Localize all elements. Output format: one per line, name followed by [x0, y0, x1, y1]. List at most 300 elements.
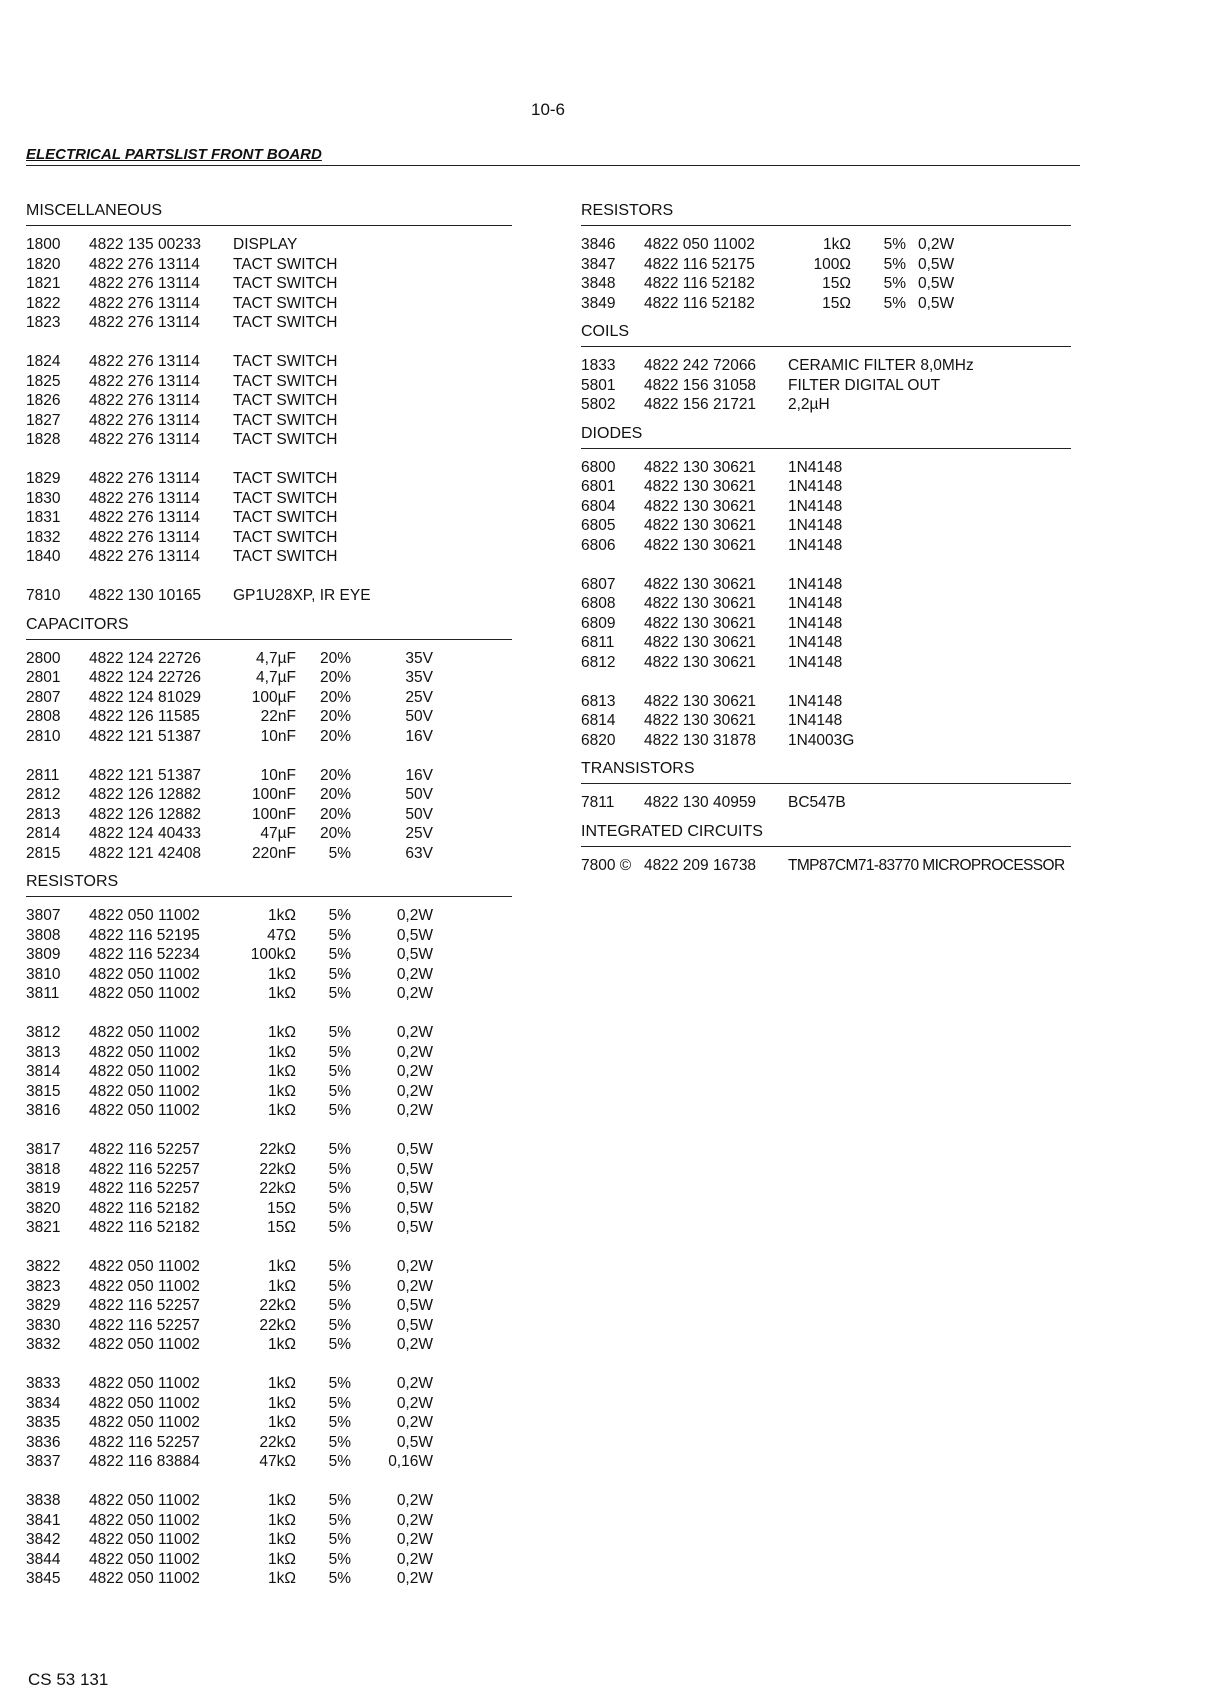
part-rating: 0,2W: [396, 1531, 433, 1548]
position-number: 1826: [26, 392, 61, 409]
position-number: 2810: [26, 727, 61, 745]
table-row: [581, 235, 1071, 255]
part-code: 4822 130 10165: [89, 587, 202, 604]
part-rating: 0,5W: [396, 1141, 433, 1158]
section-heading: TRANSISTORS: [581, 758, 1071, 784]
table-row: [26, 547, 512, 567]
part-code: 4822 050 11002: [89, 1511, 200, 1529]
position-number: 1825: [26, 372, 61, 390]
table-row: [26, 649, 512, 669]
part-value: 100nF: [252, 786, 296, 803]
part-code: 4822 116 52257: [89, 1180, 200, 1197]
position-number: 1800: [26, 236, 61, 253]
part-rating: 35V: [405, 649, 433, 667]
part-rating: 0,2W: [396, 907, 433, 924]
part-code: 4822 124 22726: [89, 649, 202, 667]
part-code: 4822 276 13114: [89, 392, 200, 409]
position-number: 3830: [26, 1316, 61, 1334]
table-row: [26, 469, 512, 489]
part-code: 4822 242 72066: [644, 357, 757, 374]
part-code: 4822 116 52257: [89, 1433, 200, 1451]
part-description: 1N4148: [788, 497, 843, 515]
part-tolerance: 5%: [328, 1160, 351, 1178]
table-row: [26, 824, 512, 844]
part-code: 4822 130 30621: [644, 497, 757, 515]
position-number: 6820: [581, 731, 616, 749]
position-number: 3845: [26, 1570, 61, 1587]
table-row: [581, 793, 1071, 813]
part-tolerance: 5%: [328, 1492, 351, 1509]
position-number: 1823: [26, 314, 61, 331]
position-number: 5801: [581, 376, 616, 394]
table-row: [581, 516, 1071, 536]
position-number: 1832: [26, 528, 61, 546]
position-number: 2807: [26, 688, 61, 706]
part-tolerance: 5%: [328, 1316, 351, 1334]
part-code: 4822 050 11002: [89, 965, 200, 983]
part-code: 4822 124 22726: [89, 669, 202, 686]
part-tolerance: 5%: [328, 1141, 351, 1158]
position-number: 1831: [26, 509, 61, 526]
position-number: 3813: [26, 1043, 61, 1061]
part-description: 1N4148: [788, 536, 843, 554]
part-description: 1N4148: [788, 595, 843, 612]
table-row: [26, 1023, 512, 1043]
part-code: 4822 276 13114: [89, 431, 200, 448]
part-code: 4822 121 42408: [89, 844, 202, 862]
table-row: [26, 1530, 512, 1550]
part-code: 4822 209 16738: [644, 856, 757, 874]
part-description: TMP87CM71-83770 MICROPROCESSOR: [788, 856, 1065, 874]
group-gap: [26, 1355, 512, 1375]
section-spacer: [581, 750, 1071, 758]
parts-section: [581, 758, 1071, 813]
part-code: 4822 116 52234: [89, 946, 200, 963]
position-number: 6806: [581, 536, 616, 554]
table-row: [26, 785, 512, 805]
position-number: 3808: [26, 926, 61, 944]
part-description: 2,2µH: [788, 396, 830, 413]
right-column: [581, 200, 1071, 875]
part-tolerance: 5%: [328, 1063, 351, 1080]
table-row: [581, 536, 1071, 556]
part-value: 1kΩ: [823, 236, 851, 253]
part-code: 4822 135 00233: [89, 236, 202, 253]
part-tolerance: 5%: [328, 1511, 351, 1529]
part-code: 4822 156 31058: [644, 376, 757, 394]
part-code: 4822 130 30621: [644, 458, 757, 476]
table-row: [26, 1491, 512, 1511]
part-value: 22kΩ: [259, 1141, 296, 1158]
part-code: 4822 116 52257: [89, 1141, 200, 1158]
section-heading: COILS: [581, 321, 1071, 347]
part-description: GP1U28XP, IR EYE: [233, 587, 371, 604]
part-value: 22kΩ: [259, 1297, 296, 1314]
part-value: 1kΩ: [268, 985, 296, 1002]
part-description: TACT SWITCH: [233, 528, 338, 546]
part-tolerance: 20%: [319, 766, 351, 784]
part-code: 4822 116 52257: [89, 1160, 200, 1178]
part-code: 4822 276 13114: [89, 548, 200, 565]
part-description: 1N4148: [788, 634, 843, 651]
part-tolerance: 5%: [328, 926, 351, 944]
part-value: 4,7µF: [256, 669, 296, 686]
part-description: CERAMIC FILTER 8,0MHz: [788, 357, 974, 374]
part-code: 4822 116 52175: [644, 255, 755, 273]
part-rating: 16V: [405, 727, 433, 745]
part-code: 4822 126 11585: [89, 708, 200, 725]
position-number: 6800: [581, 458, 616, 476]
part-rating: 25V: [405, 825, 433, 842]
part-description: 1N4148: [788, 478, 843, 495]
part-tolerance: 5%: [328, 1199, 351, 1217]
table-row: [26, 766, 512, 786]
part-tolerance: 20%: [319, 688, 351, 706]
part-rating: 0,5W: [396, 1180, 433, 1197]
table-row: [26, 707, 512, 727]
part-value: 1kΩ: [268, 1063, 296, 1080]
position-number: 3809: [26, 946, 61, 963]
part-code: 4822 050 11002: [89, 1336, 200, 1353]
part-description: TACT SWITCH: [233, 275, 338, 292]
part-value: 4,7µF: [256, 649, 296, 667]
part-value: 15Ω: [267, 1199, 296, 1217]
part-rating: 0,2W: [396, 965, 433, 983]
section-spacer: [581, 415, 1071, 423]
position-number: 3819: [26, 1180, 61, 1197]
table-row: [26, 984, 512, 1004]
table-row: [581, 395, 1071, 415]
part-code: 4822 276 13114: [89, 489, 200, 507]
table-row: [26, 411, 512, 431]
part-rating: 63V: [405, 844, 433, 862]
part-value: 1kΩ: [268, 1102, 296, 1119]
part-code: 4822 050 11002: [89, 907, 200, 924]
part-description: FILTER DIGITAL OUT: [788, 376, 941, 394]
part-rating: 0,5W: [396, 1297, 433, 1314]
position-number: 3810: [26, 965, 61, 983]
part-tolerance: 5%: [328, 1219, 351, 1236]
part-value: 15Ω: [267, 1219, 296, 1236]
position-number: 3821: [26, 1219, 61, 1236]
part-rating: 25V: [405, 688, 433, 706]
part-value: 1kΩ: [268, 1082, 296, 1100]
position-number: 1827: [26, 411, 61, 429]
parts-section: [26, 614, 512, 864]
part-code: 4822 116 52257: [89, 1297, 200, 1314]
table-row: [581, 856, 1071, 876]
table-row: [26, 1569, 512, 1589]
part-tolerance: 20%: [319, 669, 351, 686]
group-gap: [26, 1004, 512, 1024]
group-gap: [26, 746, 512, 766]
part-value: 100kΩ: [250, 946, 296, 963]
parts-section: [581, 423, 1071, 751]
part-tolerance: 5%: [328, 1375, 351, 1392]
part-code: 4822 276 13114: [89, 411, 200, 429]
part-code: 4822 050 11002: [89, 1277, 200, 1295]
position-number: 6805: [581, 517, 616, 534]
part-tolerance: 5%: [883, 255, 906, 273]
part-description: TACT SWITCH: [233, 255, 338, 273]
part-description: 1N4148: [788, 517, 843, 534]
table-row: [581, 274, 1071, 294]
position-number: 3835: [26, 1414, 61, 1431]
part-description: 1N4148: [788, 653, 843, 671]
part-description: 1N4148: [788, 614, 843, 632]
part-value: 22kΩ: [259, 1433, 296, 1451]
table-row: [26, 1511, 512, 1531]
part-description: 1N4003G: [788, 731, 855, 749]
part-description: 1N4148: [788, 712, 843, 729]
part-code: 4822 130 31878: [644, 731, 757, 749]
footer-code: CS 53 131: [28, 1670, 109, 1689]
part-rating: 0,5W: [396, 946, 433, 963]
left-column: [26, 200, 512, 1589]
table-row: [26, 1160, 512, 1180]
part-tolerance: 5%: [883, 236, 906, 253]
part-code: 4822 126 12882: [89, 805, 202, 823]
part-code: 4822 130 30621: [644, 478, 757, 495]
position-number: 2814: [26, 825, 61, 842]
table-row: [26, 1316, 512, 1336]
part-value: 15Ω: [822, 275, 851, 292]
part-description: 1N4148: [788, 575, 843, 593]
part-code: 4822 124 40433: [89, 825, 202, 842]
part-value: 22nF: [260, 708, 296, 725]
table-row: [581, 614, 1071, 634]
position-number: 1824: [26, 353, 61, 370]
part-description: TACT SWITCH: [233, 489, 338, 507]
part-rating: 0,5W: [396, 1433, 433, 1451]
part-tolerance: 20%: [319, 805, 351, 823]
part-code: 4822 130 40959: [644, 794, 757, 811]
part-code: 4822 276 13114: [89, 353, 200, 370]
part-value: 10nF: [260, 766, 296, 784]
position-number: 1829: [26, 470, 61, 487]
table-row: [581, 711, 1071, 731]
section-spacer: [26, 606, 512, 614]
position-number: 2811: [26, 766, 60, 784]
table-row: [26, 274, 512, 294]
part-code: 4822 130 30621: [644, 575, 757, 593]
position-number: 7800 ©: [581, 856, 632, 874]
table-row: [581, 376, 1071, 396]
position-number: 2815: [26, 844, 61, 862]
table-row: [26, 1257, 512, 1277]
part-value: 47Ω: [267, 926, 296, 944]
table-row: [581, 731, 1071, 751]
part-description: TACT SWITCH: [233, 431, 338, 448]
position-number: 3836: [26, 1433, 61, 1451]
part-value: 1kΩ: [268, 965, 296, 983]
part-value: 22kΩ: [259, 1180, 296, 1197]
position-number: 6807: [581, 575, 616, 593]
table-row: [26, 688, 512, 708]
table-row: [26, 1394, 512, 1414]
part-value: 10nF: [260, 727, 296, 745]
part-description: TACT SWITCH: [233, 509, 338, 526]
part-code: 4822 130 30621: [644, 634, 757, 651]
part-description: TACT SWITCH: [233, 314, 338, 331]
part-rating: 0,5W: [396, 1160, 433, 1178]
part-code: 4822 276 13114: [89, 372, 200, 390]
part-tolerance: 5%: [328, 1043, 351, 1061]
part-code: 4822 116 52257: [89, 1316, 200, 1334]
position-number: 3841: [26, 1511, 61, 1529]
table-row: [26, 313, 512, 333]
position-number: 6812: [581, 653, 616, 671]
part-rating: 0,2W: [396, 1492, 433, 1509]
position-number: 3815: [26, 1082, 61, 1100]
part-code: 4822 276 13114: [89, 509, 200, 526]
part-code: 4822 121 51387: [89, 766, 202, 784]
part-tolerance: 20%: [319, 708, 351, 725]
position-number: 2808: [26, 708, 61, 725]
part-rating: 0,5W: [918, 255, 955, 273]
part-rating: 0,2W: [396, 1336, 433, 1353]
part-tolerance: 5%: [328, 985, 351, 1002]
part-value: 1kΩ: [268, 1414, 296, 1431]
position-number: 7810: [26, 587, 61, 604]
part-value: 220nF: [252, 844, 296, 862]
part-value: 1kΩ: [268, 1394, 296, 1412]
position-number: 3833: [26, 1375, 61, 1392]
part-value: 100nF: [252, 805, 296, 823]
position-number: 6809: [581, 614, 616, 632]
position-number: 1828: [26, 431, 61, 448]
part-tolerance: 20%: [319, 825, 351, 842]
part-rating: 0,2W: [396, 1394, 433, 1412]
section-heading: DIODES: [581, 423, 1071, 449]
part-value: 100Ω: [813, 255, 851, 273]
table-row: [581, 575, 1071, 595]
position-number: 2800: [26, 649, 61, 667]
part-code: 4822 050 11002: [89, 1531, 200, 1548]
position-number: 3834: [26, 1394, 61, 1412]
part-description: DISPLAY: [233, 236, 298, 253]
part-tolerance: 5%: [328, 1277, 351, 1295]
part-code: 4822 130 30621: [644, 712, 757, 729]
part-code: 4822 050 11002: [89, 1550, 200, 1568]
section-heading: RESISTORS: [581, 200, 1071, 226]
part-code: 4822 050 11002: [89, 1258, 200, 1275]
table-row: [581, 255, 1071, 275]
part-rating: 0,2W: [396, 1375, 433, 1392]
part-value: 15Ω: [822, 294, 851, 312]
part-value: 1kΩ: [268, 1570, 296, 1587]
part-tolerance: 5%: [328, 1433, 351, 1451]
table-row: [26, 1277, 512, 1297]
table-row: [26, 1433, 512, 1453]
position-number: 2813: [26, 805, 61, 823]
part-description: TACT SWITCH: [233, 411, 338, 429]
table-row: [26, 805, 512, 825]
part-code: 4822 156 21721: [644, 396, 757, 413]
table-row: [26, 586, 512, 606]
part-code: 4822 116 52182: [644, 294, 755, 312]
table-row: [26, 1199, 512, 1219]
part-tolerance: 5%: [883, 294, 906, 312]
part-code: 4822 130 30621: [644, 536, 757, 554]
table-row: [26, 926, 512, 946]
table-row: [26, 1452, 512, 1472]
table-row: [26, 1179, 512, 1199]
position-number: 3811: [26, 985, 60, 1002]
table-row: [26, 1043, 512, 1063]
part-code: 4822 116 52182: [644, 275, 755, 292]
part-rating: 0,2W: [396, 1063, 433, 1080]
part-rating: 0,2W: [396, 1511, 433, 1529]
part-tolerance: 5%: [328, 965, 351, 983]
part-code: 4822 276 13114: [89, 528, 200, 546]
position-number: 3829: [26, 1297, 61, 1314]
part-tolerance: 5%: [328, 907, 351, 924]
table-row: [581, 294, 1071, 314]
group-gap: [581, 555, 1071, 575]
part-code: 4822 116 52195: [89, 926, 200, 944]
position-number: 1830: [26, 489, 61, 507]
position-number: 2801: [26, 669, 61, 686]
part-rating: 50V: [405, 786, 433, 803]
part-code: 4822 050 11002: [644, 236, 755, 253]
table-row: [581, 594, 1071, 614]
table-row: [26, 255, 512, 275]
table-row: [26, 235, 512, 255]
parts-section: [581, 200, 1071, 313]
table-row: [581, 653, 1071, 673]
part-code: 4822 050 11002: [89, 1414, 200, 1431]
part-rating: 0,16W: [388, 1453, 433, 1470]
position-number: 6808: [581, 595, 616, 612]
table-row: [26, 945, 512, 965]
part-value: 1kΩ: [268, 1531, 296, 1548]
table-row: [581, 633, 1071, 653]
table-row: [26, 294, 512, 314]
table-row: [581, 497, 1071, 517]
part-rating: 0,2W: [396, 1570, 433, 1587]
group-gap: [26, 450, 512, 470]
part-value: 1kΩ: [268, 1043, 296, 1061]
table-row: [26, 1062, 512, 1082]
part-code: 4822 050 11002: [89, 1394, 200, 1412]
part-description: TACT SWITCH: [233, 372, 338, 390]
part-tolerance: 5%: [328, 1297, 351, 1314]
table-row: [26, 352, 512, 372]
part-code: 4822 050 11002: [89, 985, 200, 1002]
position-number: 1840: [26, 548, 61, 565]
part-rating: 0,5W: [918, 294, 955, 312]
part-value: 1kΩ: [268, 1258, 296, 1275]
position-number: 7811: [581, 794, 615, 811]
table-row: [26, 844, 512, 864]
position-number: 3823: [26, 1277, 61, 1295]
part-code: 4822 050 11002: [89, 1043, 200, 1061]
position-number: 3807: [26, 907, 61, 924]
table-row: [26, 430, 512, 450]
part-code: 4822 050 11002: [89, 1063, 200, 1080]
part-code: 4822 130 30621: [644, 653, 757, 671]
part-rating: 0,5W: [396, 926, 433, 944]
part-code: 4822 130 30621: [644, 614, 757, 632]
group-gap: [26, 1472, 512, 1492]
part-description: TACT SWITCH: [233, 392, 338, 409]
position-number: 6811: [581, 634, 615, 651]
part-value: 47µF: [260, 825, 296, 842]
part-value: 1kΩ: [268, 1550, 296, 1568]
part-rating: 0,5W: [396, 1219, 433, 1236]
part-rating: 0,2W: [396, 1550, 433, 1568]
